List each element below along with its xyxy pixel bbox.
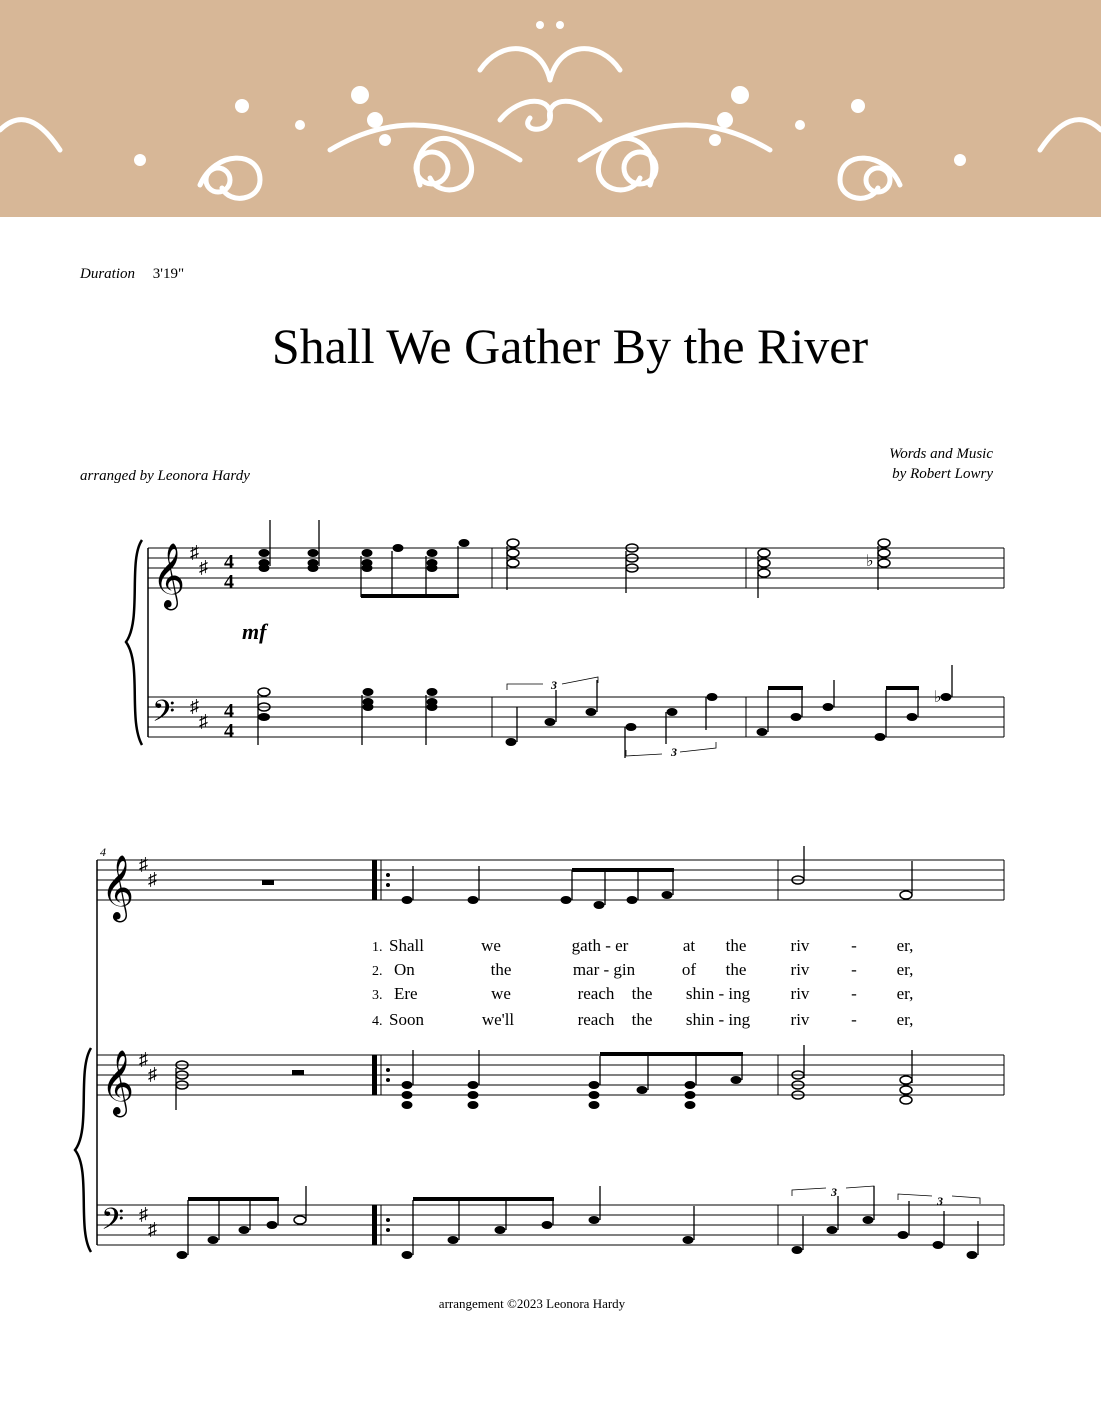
copyright-footer: arrangement ©2023 Leonora Hardy (438, 1296, 626, 1311)
lyric-syllable: Ere (394, 984, 418, 1003)
tuplet-label: 3 (551, 678, 557, 692)
lyric-syllable: we'll (481, 1010, 515, 1029)
lyric-syllable: gath - er (571, 936, 629, 955)
lyric-syllable: er, (896, 936, 914, 955)
lyric-syllable: shin - ing (685, 984, 751, 1003)
lyric-syllable: Shall (389, 936, 424, 955)
sharp-icon: ♯ (139, 1049, 148, 1069)
chord (176, 1061, 912, 1104)
lyric-syllable: of (681, 960, 697, 979)
note (177, 1216, 978, 1259)
sharp-icon: ♯ (190, 542, 199, 562)
chord (402, 1076, 742, 1109)
lyric-syllable: riv (790, 960, 810, 979)
verse-number: 3. (372, 988, 383, 1003)
lyric-syllable: riv (790, 936, 810, 955)
lyric-verse-4 (372, 1010, 913, 1029)
lyric-verse-2 (372, 960, 913, 979)
time-signature-bottom: 4 (224, 720, 234, 742)
verse-number: 4. (372, 1014, 383, 1029)
measure-number: 4 (100, 845, 106, 859)
sharp-icon: ♯ (190, 696, 199, 716)
verse-number: 1. (372, 940, 383, 955)
chord (507, 539, 638, 572)
dynamic-marking: mf (242, 619, 267, 644)
lyric-syllable: the (631, 1010, 653, 1029)
rest (292, 1070, 304, 1075)
sharp-icon: ♯ (199, 557, 208, 577)
lyric-syllable: the (725, 960, 747, 979)
lyric-syllable: shin - ing (685, 1010, 751, 1029)
lyric-syllable: er, (896, 960, 914, 979)
lyric-syllable: - (851, 1010, 857, 1029)
duration-label: Duration (80, 266, 136, 282)
lyric-syllable: at (682, 936, 696, 955)
tuplet-label: 3 (937, 1194, 943, 1208)
lyric-syllable: the (631, 984, 653, 1003)
lyric-syllable: - (851, 984, 857, 1003)
lyric-syllable: reach (577, 1010, 615, 1029)
lyrics (372, 936, 913, 1029)
sharp-icon: ♯ (199, 711, 208, 731)
treble-clef-icon: 𝄞 (152, 545, 186, 607)
system-2-symbols (100, 845, 980, 1259)
lyric-syllable: reach (577, 984, 615, 1003)
lyric-verse-3 (372, 984, 913, 1003)
flat-icon: ♭ (934, 689, 942, 706)
note (900, 891, 912, 899)
time-signature-top: 4 (224, 551, 234, 573)
lyric-syllable: - (851, 960, 857, 979)
lyric-syllable: Soon (389, 1010, 424, 1029)
lyric-syllable: mar - gin (572, 960, 636, 979)
composer-line-1: Words and Music (889, 446, 993, 462)
flat-icon: ♭ (866, 553, 874, 570)
chord (362, 539, 470, 572)
song-title: Shall We Gather By the River (271, 318, 869, 374)
bass-clef-icon: 𝄢 (101, 1203, 125, 1243)
sharp-icon: ♯ (148, 869, 157, 889)
lyric-verse-1 (372, 936, 913, 955)
sharp-icon: ♯ (139, 854, 148, 874)
chord (258, 688, 270, 711)
chord (308, 549, 319, 572)
lyric-syllable: we (481, 936, 501, 955)
rest (262, 880, 274, 885)
sharp-icon: ♯ (148, 1219, 157, 1239)
chord (259, 549, 270, 572)
note (294, 1216, 306, 1224)
lyric-syllable: the (490, 960, 512, 979)
composer-line-2: by Robert Lowry (892, 466, 993, 482)
tuplet-label: 3 (831, 1185, 837, 1199)
time-signature-bottom: 4 (224, 571, 234, 593)
verse-number: 2. (372, 964, 383, 979)
treble-clef-icon: 𝄞 (101, 1052, 135, 1114)
system-1-symbols (152, 520, 952, 759)
lyric-syllable: riv (790, 984, 810, 1003)
system-2 (75, 860, 1004, 1252)
arranger-credit: arranged by Leonora Hardy (80, 468, 250, 484)
treble-clef-icon: 𝄞 (101, 857, 135, 919)
lyric-syllable: we (491, 984, 511, 1003)
sharp-icon: ♯ (148, 1064, 157, 1084)
lyric-syllable: the (725, 936, 747, 955)
lyric-syllable: er, (896, 984, 914, 1003)
sharp-icon: ♯ (139, 1204, 148, 1224)
note (506, 693, 718, 746)
lyric-syllable: er, (896, 1010, 914, 1029)
tuplet-label: 3 (671, 745, 677, 759)
lyric-syllable: On (394, 960, 415, 979)
time-signature-top: 4 (224, 700, 234, 722)
lyric-syllable: - (851, 936, 857, 955)
duration-value: 3'19" (152, 266, 185, 282)
bass-clef-icon: 𝄢 (152, 695, 176, 735)
lyric-syllable: riv (790, 1010, 810, 1029)
